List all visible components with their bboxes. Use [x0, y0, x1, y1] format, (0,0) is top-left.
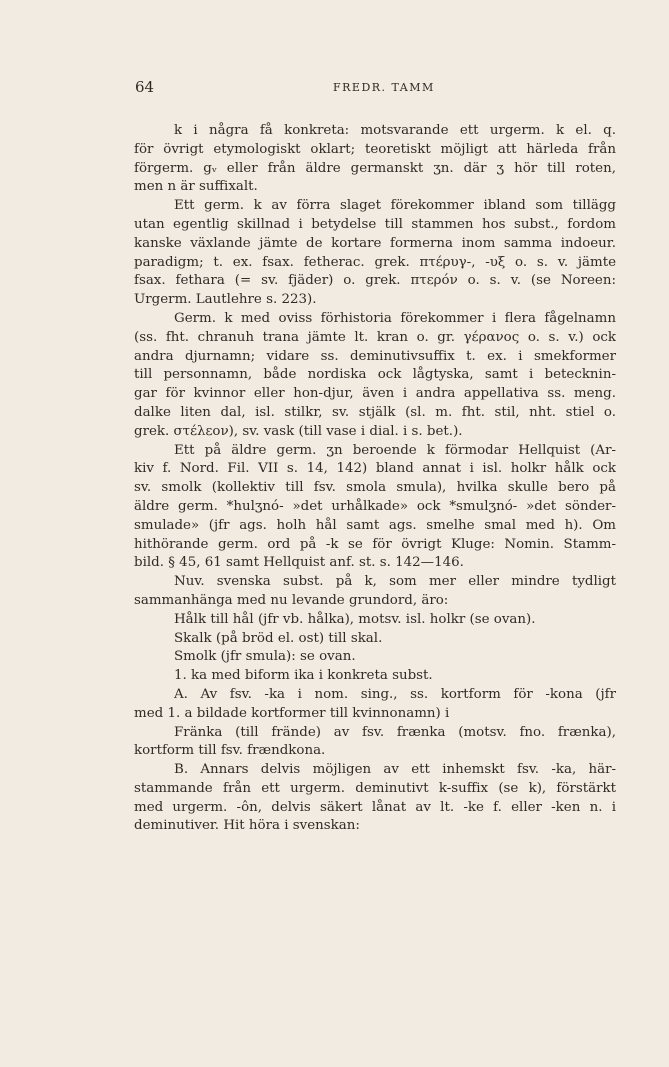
text-line: till personnamn, både nordiska ock lågtyska, samt i betecknin- — [134, 367, 616, 383]
text-line: Urgerm. Lautlehre s. 223). — [134, 292, 317, 308]
text-line: kiv f. Nord. Fil. VII s. 14, 142) bland annat i isl. holkr hålk ock — [134, 461, 616, 477]
text-line: B. Annars delvis möjligen av ett inhemskt fsv. -ka, här- — [174, 762, 616, 778]
text-line: deminutiver. Hit höra i svenskan: — [134, 818, 360, 834]
text-line: Ett på äldre germ. ʒn beroende k förmodar Hellquist (Ar- — [174, 442, 616, 458]
text-line: 1. ka med biform ika i konkreta subst. — [174, 668, 433, 684]
running-head: FREDR. TAMM — [333, 81, 435, 94]
text-line: äldre germ. *hulʒnó- »det urhålkade» ock *smulʒnó- »det sönder- — [134, 498, 616, 514]
text-line: k i några få konkreta: motsvarande ett urgerm. k el. q. — [174, 123, 616, 138]
text-line: Skalk (på bröd el. ost) till skal. — [174, 630, 383, 646]
text-line: andra djurnamn; vidare ss. deminutivsuffix t. ex. i smekformer — [134, 348, 616, 364]
text-line: Fränka (till frände) av fsv. frænka (motsv. fno. frænka), — [174, 724, 616, 740]
text-line: Ett germ. k av förra slaget förekommer ibland som tillägg — [174, 198, 616, 214]
text-line: A. Av fsv. -ka i nom. sing., ss. kortform för -kona (jfr — [174, 686, 616, 702]
text-line: grek. στέλεον), sv. vask (till vase i dial. i s. bet.). — [134, 423, 463, 439]
text-line: hithörande germ. ord på -k se för övrigt Kluge: Nomin. Stamm- — [134, 536, 616, 552]
text-line: med urgerm. -ôn, delvis säkert lånat av lt. -ke f. eller -ken n. i — [134, 799, 616, 815]
text-line: sammanhänga med nu levande grundord, äro: — [134, 592, 449, 608]
text-line: smulade» (jfr ags. holh hål samt ags. smelhe smal med h). Om — [134, 517, 616, 533]
text-line: kanske växlande jämte de kortare formerna inom samma indoeur. — [134, 235, 616, 251]
text-line: Smolk (jfr smula): se ovan. — [174, 649, 356, 665]
text-line: Nuv. svenska subst. på k, som mer eller mindre tydligt — [174, 574, 616, 590]
text-line: paradigm; t. ex. fsax. fetherac. grek. πτέρυγ-, -υξ o. s. v. jämte — [134, 254, 616, 270]
text-line: för övrigt etymologiskt oklart; teoretiskt möjligt att härleda från — [134, 141, 616, 157]
text-line: stammande från ett urgerm. deminutivt k-suffix (se k), förstärkt — [134, 780, 616, 796]
text-line: förgerm. gᵥ eller från äldre germanskt ʒn. där ʒ hör till roten, — [134, 160, 616, 176]
text-line: med 1. a bildade kortformer till kvinnonamn) i — [134, 705, 450, 721]
text-line: utan egentlig skillnad i betydelse till stammen hos subst., fordom — [134, 216, 616, 232]
text-line: kortform till fsv. frændkona. — [134, 743, 326, 759]
text-line: men n är suffixalt. — [134, 179, 258, 195]
text-line: sv. smolk (kollektiv till fsv. smola smula), hvilka skulle bero på — [134, 480, 616, 496]
text-line: Hålk till hål (jfr vb. hålka), motsv. isl. holkr (se ovan). — [174, 611, 536, 627]
text-line: dalke liten dal, isl. stilkr, sv. stjälk (sl. m. fht. stil, nht. stiel o. — [134, 404, 616, 420]
text-line: gar för kvinnor eller hon-djur, även i andra appellativa ss. meng. — [134, 386, 616, 402]
text-line: bild. § 45, 61 samt Hellquist anf. st. s. 142—146. — [134, 555, 464, 571]
text-line: fsax. fethara (= sv. fjäder) o. grek. πτερόν o. s. v. (se Noreen: — [134, 273, 616, 289]
page-body-text — [134, 122, 616, 836]
text-line: Germ. k med oviss förhistoria förekommer i flera fågelnamn — [174, 310, 616, 326]
page-header — [135, 78, 573, 98]
page-number: 64 — [135, 78, 155, 96]
text-line: (ss. fht. chranuh trana jämte lt. kran o. gr. γέρανος o. s. v.) ock — [134, 329, 616, 345]
